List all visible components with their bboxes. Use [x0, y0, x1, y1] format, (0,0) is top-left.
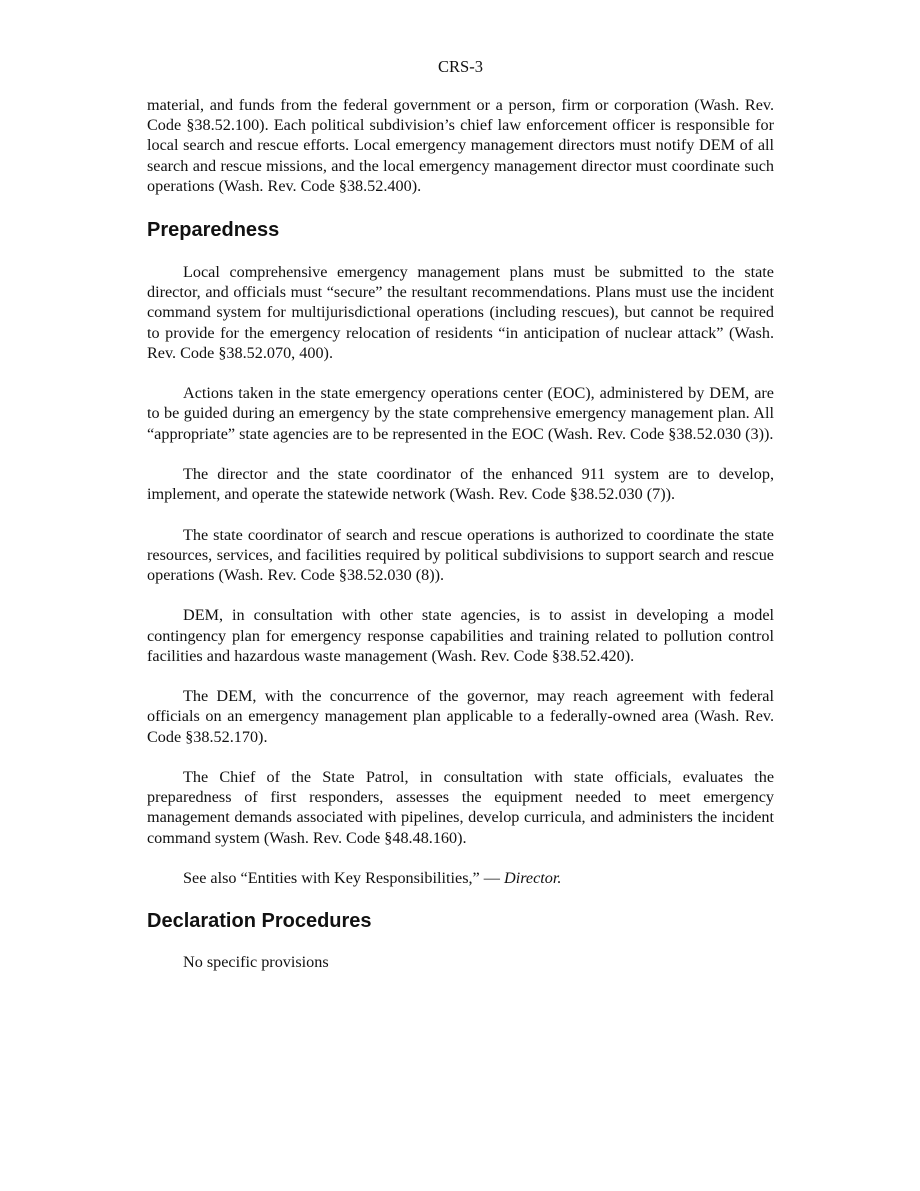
paragraph-see-also	[147, 868, 774, 888]
paragraph-search-rescue: The state coordinator of search and rescue operations is authorized to coordinate the state resources, services, and facilities required by political subdivisions to support search and rescue operations (Wash. Rev. Code §38.52.030 (8)).	[147, 525, 774, 585]
see-also-director-link-text: Director.	[504, 869, 562, 887]
continued-paragraph: material, and funds from the federal government or a person, firm or corporation (Wash. Rev. Code §38.52.100). Each political subdivision’s chief law enforcement officer is responsible for local search and rescue efforts. Local emergency management directors must notify DEM of all search and rescue missions, and the local emergency management director must coordinate such operations (Wash. Rev. Code §38.52.400).	[147, 96, 774, 195]
see-also-text: See also “Entities with Key Responsibilities,” —	[183, 869, 505, 887]
paragraph-contingency-plan: DEM, in consultation with other state agencies, is to assist in developing a model contingency plan for emergency response capabilities and training related to pollution control facilities and hazardous waste management (Wash. Rev. Code §38.52.420).	[147, 606, 774, 665]
heading-declaration-procedures: Declaration Procedures	[147, 910, 372, 933]
paragraph-no-provisions: No specific provisions	[183, 953, 329, 972]
paragraph-eoc: Actions taken in the state emergency operations center (EOC), administered by DEM, are to be guided during an emergency by the state comprehensive emergency management plan. All “appropriate” state agencies are to be represented in the EOC (Wash. Rev. Code §38.52.030 (3)).	[147, 384, 774, 443]
paragraph-local-plans: Local comprehensive emergency management plans must be submitted to the state director, and officials must “secure” the resultant recommendations. Plans must use the incident command system for multijurisdictional operations (including rescues), but cannot be required to provide for the emergency relocation of residents “in anticipation of nuclear attack” (Wash. Rev. Code §38.52.070, 400).	[147, 263, 774, 362]
heading-preparedness: Preparedness	[147, 219, 280, 242]
page-number: CRS-3	[438, 57, 483, 76]
paragraph-state-patrol: The Chief of the State Patrol, in consultation with state officials, evaluates the preparedness of first responders, assesses the equipment needed to meet emergency management demands associated with pipelines, develop curricula, and administers the incident command system (Wash. Rev. Code §48.48.160).	[147, 768, 774, 847]
paragraph-911: The director and the state coordinator of the enhanced 911 system are to develop, implement, and operate the statewide network (Wash. Rev. Code §38.52.030 (7)).	[147, 465, 774, 504]
paragraph-federal-agreement: The DEM, with the concurrence of the governor, may reach agreement with federal officials on an emergency management plan applicable to a federally-owned area (Wash. Rev. Code §38.52.170).	[147, 687, 774, 746]
document-body	[147, 95, 774, 972]
